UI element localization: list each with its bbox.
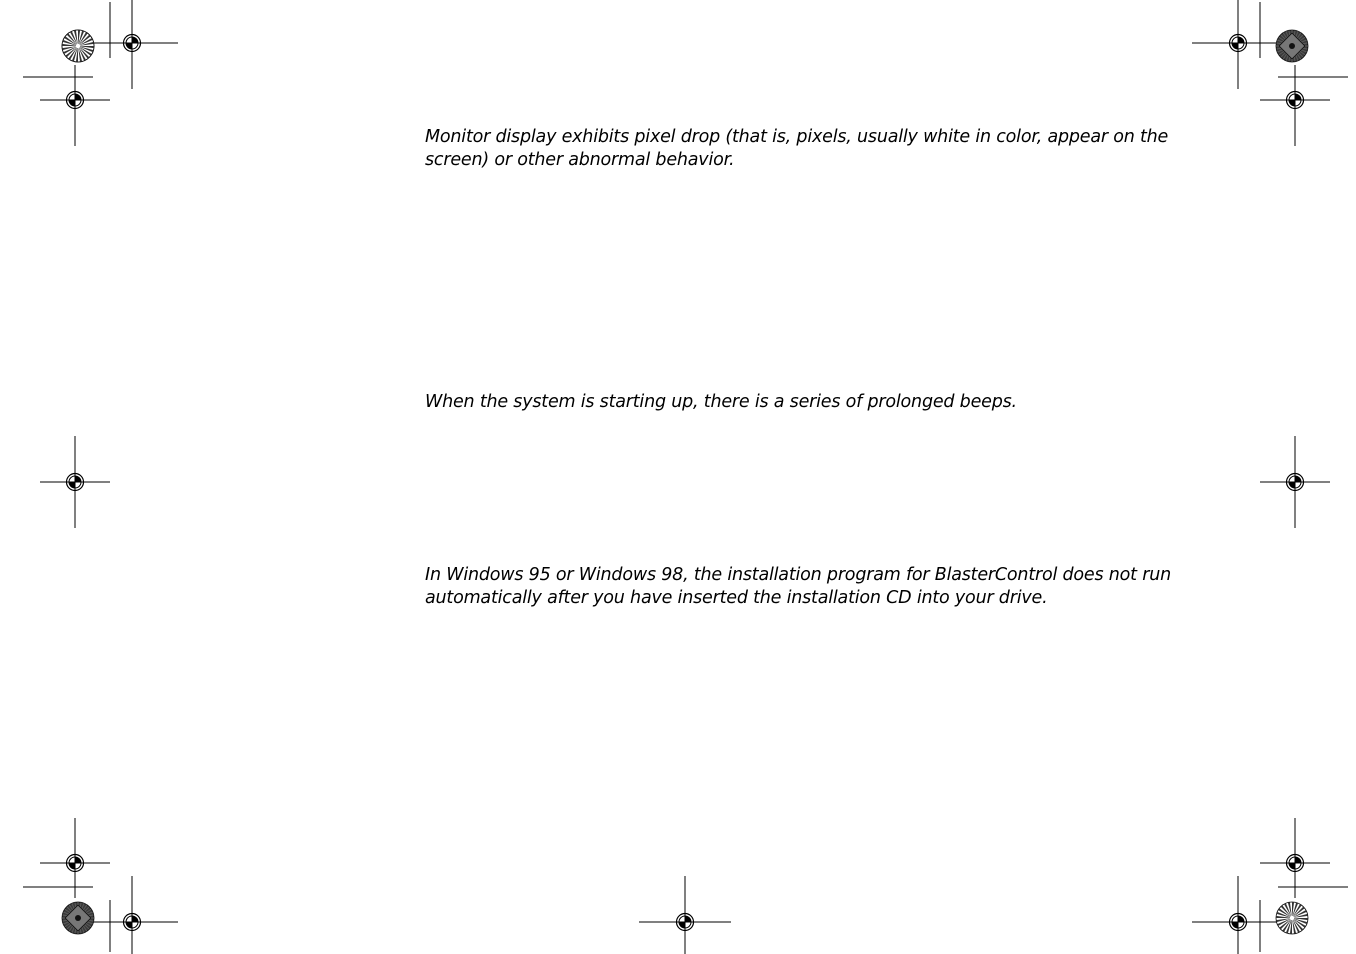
color-wheel-bottom-left-icon [62,902,94,934]
registration-mark-top-right [1192,0,1284,89]
registration-mark-bottom-right [1192,876,1284,954]
registration-mark-bottom-center [639,876,731,954]
color-wheel-bottom-right-icon [1276,902,1308,934]
registration-mark-bottom-left [86,876,178,954]
symptom-pixel-drop: Monitor display exhibits pixel drop (that is, pixels, usually white in color, appear on the screen) or other abnormal behavior. [425,127,1169,170]
color-wheel-top-left-icon [62,30,94,62]
registration-mark-top-left [86,0,178,89]
symptom-prolonged-beeps: When the system is starting up, there is a series of prolonged beeps. [425,392,1017,412]
symptom-installer-no-autorun: In Windows 95 or Windows 98, the installation program for BlasterControl does not run automatically after you have inserted the installation CD into your drive. [425,565,1171,608]
color-wheel-top-right-icon [1276,30,1308,62]
